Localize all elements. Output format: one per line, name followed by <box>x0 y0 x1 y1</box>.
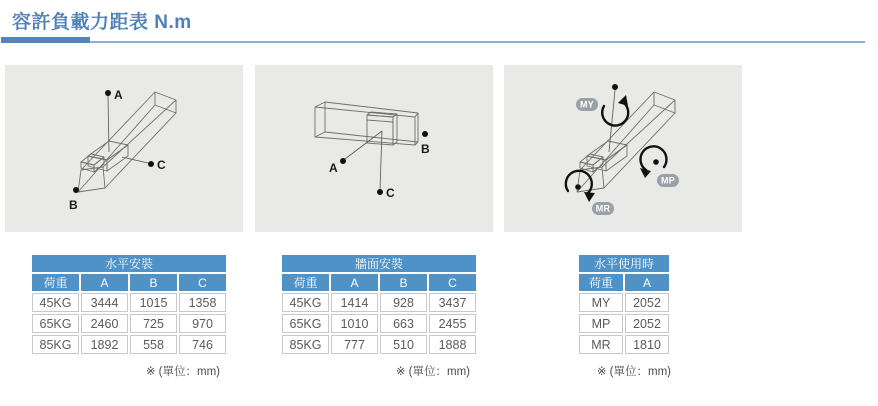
table-cell: 970 <box>179 314 226 333</box>
table-cell: 1810 <box>625 335 669 354</box>
table-title: 水平使用時 <box>579 255 669 272</box>
table-row <box>282 293 476 312</box>
column-header: A <box>625 274 669 291</box>
point-dot-a <box>105 90 111 96</box>
point-dot-c <box>148 161 154 167</box>
table-cell: 510 <box>380 335 427 354</box>
axis-line-c <box>122 157 148 163</box>
column-header: A <box>331 274 378 291</box>
table-horizontal-use <box>577 253 671 356</box>
mr-badge-label: MR <box>595 203 611 214</box>
table-cell: 3444 <box>81 293 128 312</box>
table-row <box>579 314 669 333</box>
diagram-horizontal-use-drawing <box>504 65 742 232</box>
table-cell: 2052 <box>625 314 669 333</box>
table-row <box>32 293 226 312</box>
axis-line-a <box>108 96 109 152</box>
table-cell: 85KG <box>32 335 79 354</box>
unit-note: ※ (單位：mm) <box>596 366 671 378</box>
table-cell: 558 <box>130 335 177 354</box>
point-dot-b <box>73 187 79 193</box>
table-cell: 746 <box>179 335 226 354</box>
table-row <box>282 314 476 333</box>
table-cell: 1892 <box>81 335 128 354</box>
table-wall-mount <box>280 253 478 356</box>
column-header: 荷重 <box>32 274 79 291</box>
beam-wireframe <box>315 102 418 145</box>
table-row <box>32 335 226 354</box>
table-row <box>282 335 476 354</box>
table-cell: 1015 <box>130 293 177 312</box>
table-title: 牆面安裝 <box>282 255 476 272</box>
table-cell: MR <box>579 335 623 354</box>
point-label-b: B <box>69 198 78 212</box>
table-row <box>32 314 226 333</box>
mr-axis-dot <box>575 184 581 190</box>
table-cell: 3437 <box>429 293 476 312</box>
point-label-a: A <box>329 161 338 175</box>
table-row <box>579 335 669 354</box>
table-cell: 1358 <box>179 293 226 312</box>
point-dot-b <box>422 131 428 137</box>
table-block-horizontal-use <box>577 253 671 379</box>
table-cell: 1010 <box>331 314 378 333</box>
point-dot-c <box>377 189 383 195</box>
mp-arrowhead-icon <box>640 168 651 178</box>
point-dot-a <box>340 158 346 164</box>
table-cell: 65KG <box>32 314 79 333</box>
table-cell: 928 <box>380 293 427 312</box>
point-label-c: C <box>157 158 166 172</box>
table-cell: 2052 <box>625 293 669 312</box>
mp-axis-dot <box>653 159 659 165</box>
table-cell: 45KG <box>32 293 79 312</box>
table-block-wall-mount <box>280 253 478 379</box>
table-cell: 85KG <box>282 335 329 354</box>
beam-wireframe <box>78 92 176 192</box>
table-title: 水平安裝 <box>32 255 226 272</box>
table-cell: MY <box>579 293 623 312</box>
mp-badge-label: MP <box>660 175 676 186</box>
my-arrowhead-icon <box>618 95 628 106</box>
table-cell: 2455 <box>429 314 476 333</box>
column-header: B <box>130 274 177 291</box>
table-row <box>579 293 669 312</box>
my-axis-dot <box>612 84 618 90</box>
diagram-horizontal-mount-drawing <box>5 65 243 232</box>
diagram-wall-mount <box>255 65 493 232</box>
point-label-c: C <box>386 186 395 200</box>
column-header: C <box>179 274 226 291</box>
table-cell: 777 <box>331 335 378 354</box>
column-header: B <box>380 274 427 291</box>
mp-rotation-arrow <box>640 146 666 170</box>
table-cell: 1414 <box>331 293 378 312</box>
diagram-horizontal-use <box>504 65 742 232</box>
column-header: 荷重 <box>282 274 329 291</box>
diagram-wall-mount-drawing <box>255 65 493 232</box>
column-header: C <box>429 274 476 291</box>
unit-note: ※ (單位：mm) <box>395 366 470 378</box>
table-cell: MP <box>579 314 623 333</box>
table-cell: 2460 <box>81 314 128 333</box>
diagram-horizontal-mount <box>5 65 243 232</box>
table-horizontal-mount <box>30 253 228 356</box>
my-rotation-arrow <box>602 103 628 126</box>
point-label-a: A <box>114 88 123 102</box>
table-cell: 65KG <box>282 314 329 333</box>
table-cell: 1888 <box>429 335 476 354</box>
title-underline <box>1 41 865 43</box>
unit-note: ※ (單位：mm) <box>145 366 220 378</box>
table-cell: 663 <box>380 314 427 333</box>
axis-line-c <box>380 131 382 189</box>
axis-line-a <box>345 131 382 159</box>
mr-arrowhead-icon <box>584 192 595 202</box>
page-title: 容許負載力距表 N.m <box>12 12 192 33</box>
my-badge-label: MY <box>579 99 595 110</box>
point-label-b: B <box>421 142 430 156</box>
column-header: A <box>81 274 128 291</box>
table-cell: 725 <box>130 314 177 333</box>
table-cell: 45KG <box>282 293 329 312</box>
table-block-horizontal-mount <box>30 253 228 379</box>
title-underline-accent <box>1 37 90 43</box>
column-header: 荷重 <box>579 274 623 291</box>
